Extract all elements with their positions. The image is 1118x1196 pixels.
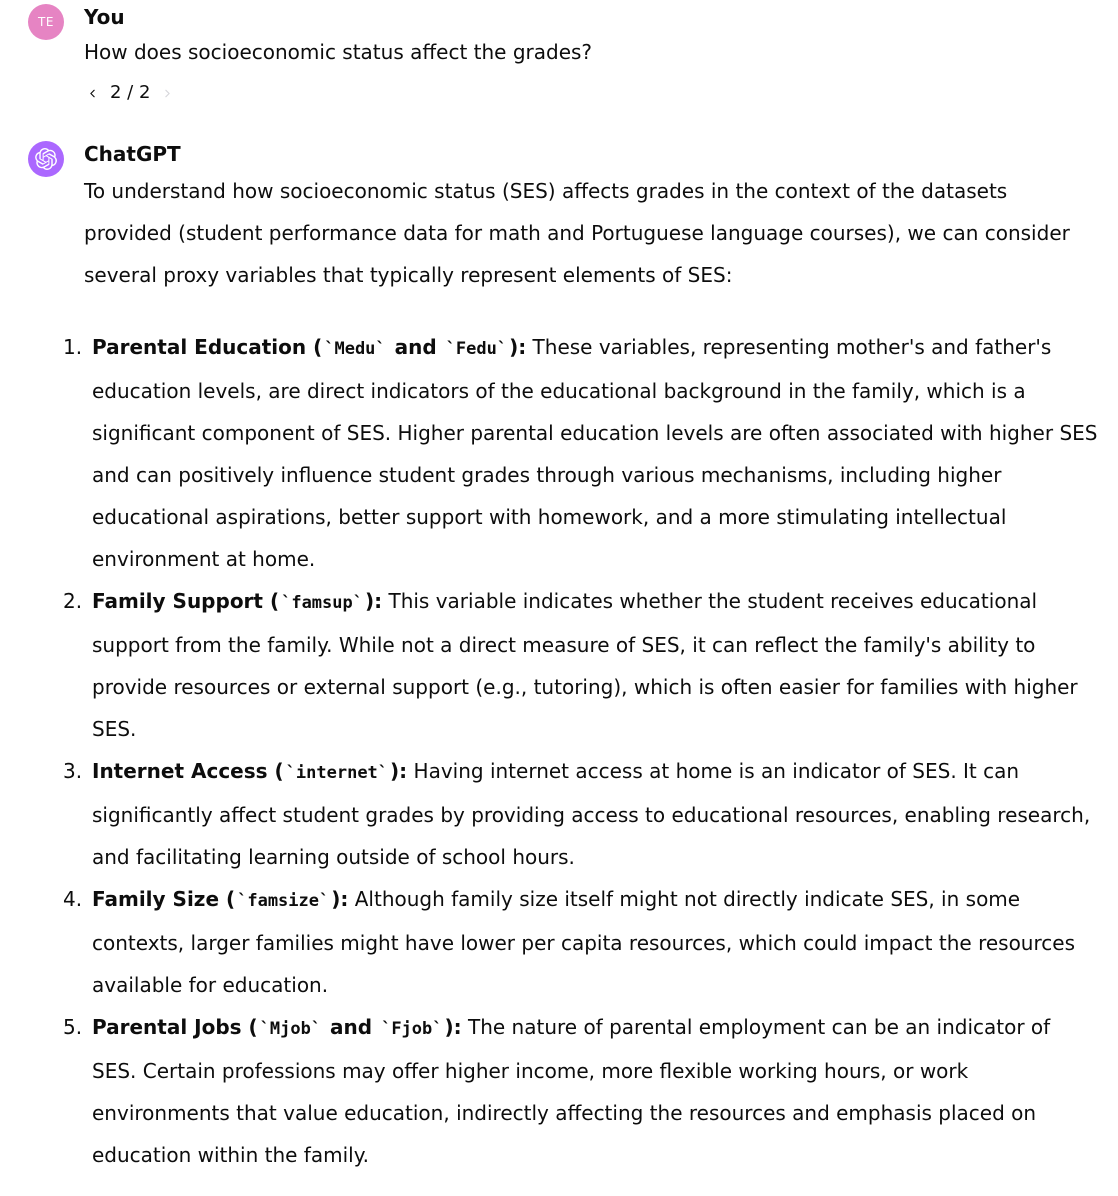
list-item-text <box>92 750 1099 878</box>
list-item-text <box>92 580 1099 750</box>
text-segment: and <box>387 335 444 359</box>
inline-code: `famsup` <box>281 593 363 613</box>
assistant-message-content <box>63 139 1099 1176</box>
text-segment: ): <box>390 759 408 783</box>
list-item-text <box>92 1006 1099 1176</box>
user-avatar <box>28 4 64 40</box>
message-pagination <box>84 81 1099 105</box>
text-segment: Although family size itself might not directly indicate SES, in some contexts, larger families might have lower per capita resources, which could impact the resources available for education. <box>92 887 1075 997</box>
inline-code: `Fjob` <box>381 1019 443 1039</box>
previous-version-button[interactable] <box>84 85 101 102</box>
user-avatar-initials: TE <box>38 15 54 29</box>
text-segment: Parental Education ( <box>92 335 323 359</box>
list-item <box>63 1006 1099 1176</box>
text-segment: and <box>323 1015 380 1039</box>
user-message-text: How does socioeconomic status affect the grades? <box>84 40 593 64</box>
version-indicator: 2 / 2 <box>110 82 151 103</box>
list-item <box>63 750 1099 878</box>
inline-code: `internet` <box>285 763 389 783</box>
assistant-sender-name: ChatGPT <box>84 142 181 166</box>
text-segment: ): <box>509 335 527 359</box>
list-item <box>63 580 1099 750</box>
user-message-content <box>84 2 1099 105</box>
text-segment: Family Size ( <box>92 887 236 911</box>
text-segment: This variable indicates whether the student receives educational support from the family. While not a direct measure of SES, it can reflect the family's ability to provide resources or external support (e.g., tutoring), which is often easier for families with higher SES. <box>92 589 1078 741</box>
inline-code: `Mjob` <box>259 1019 322 1039</box>
user-sender-name: You <box>84 5 125 29</box>
text-segment: ): <box>444 1015 462 1039</box>
inline-code: `Medu` <box>324 339 386 359</box>
openai-logo-icon <box>35 148 57 170</box>
text-segment: ): <box>364 589 383 613</box>
inline-code: `famsize` <box>237 891 330 911</box>
assistant-message <box>28 139 1118 1176</box>
user-message <box>28 2 1118 105</box>
text-segment: The nature of parental employment can be an indicator of SES. Certain professions may offer higher income, more flexible working hours, or work environments that value education, indirectly affecting the resources and emphasis placed on education within the family. <box>92 1015 1051 1167</box>
text-segment: Parental Jobs ( <box>92 1015 258 1039</box>
chevron-left-icon <box>86 87 99 100</box>
assistant-intro-paragraph: To understand how socioeconomic status (SES) affects grades in the context of the datasets provided (student performance data for math and Portuguese language courses), we can consider several proxy variables that typically represent elements of SES: <box>84 179 1070 287</box>
list-item-number: 1. <box>63 335 83 359</box>
assistant-avatar <box>28 141 64 177</box>
text-segment: Internet Access ( <box>92 759 284 783</box>
list-item-number: 2. <box>63 589 83 613</box>
ses-factors-list <box>63 326 1099 1176</box>
list-item-text <box>92 878 1099 1006</box>
list-item-number: 5. <box>63 1015 83 1039</box>
list-item <box>63 326 1099 580</box>
list-item <box>63 878 1099 1006</box>
text-segment: Family Support ( <box>92 589 280 613</box>
list-item-text <box>92 326 1099 580</box>
next-version-button[interactable] <box>159 85 176 102</box>
text-segment: Having internet access at home is an indicator of SES. It can significantly affect student grades by providing access to educational resources, enabling research, and facilitating learning outside of school hours. <box>92 759 1091 869</box>
text-segment: ): <box>331 887 349 911</box>
chevron-right-icon <box>161 87 174 100</box>
list-item-number: 3. <box>63 759 83 783</box>
text-segment: These variables, representing mother's and father's education levels, are direct indicators of the educational background in the family, which is a significant component of SES. Higher parental education levels are often associated with higher SES and can positively influence student grades through various mechanisms, including higher educational aspirations, better support with homework, and a more stimulating intellectual environment at home. <box>92 335 1098 571</box>
list-item-number: 4. <box>63 887 83 911</box>
inline-code: `Fedu` <box>445 339 508 359</box>
